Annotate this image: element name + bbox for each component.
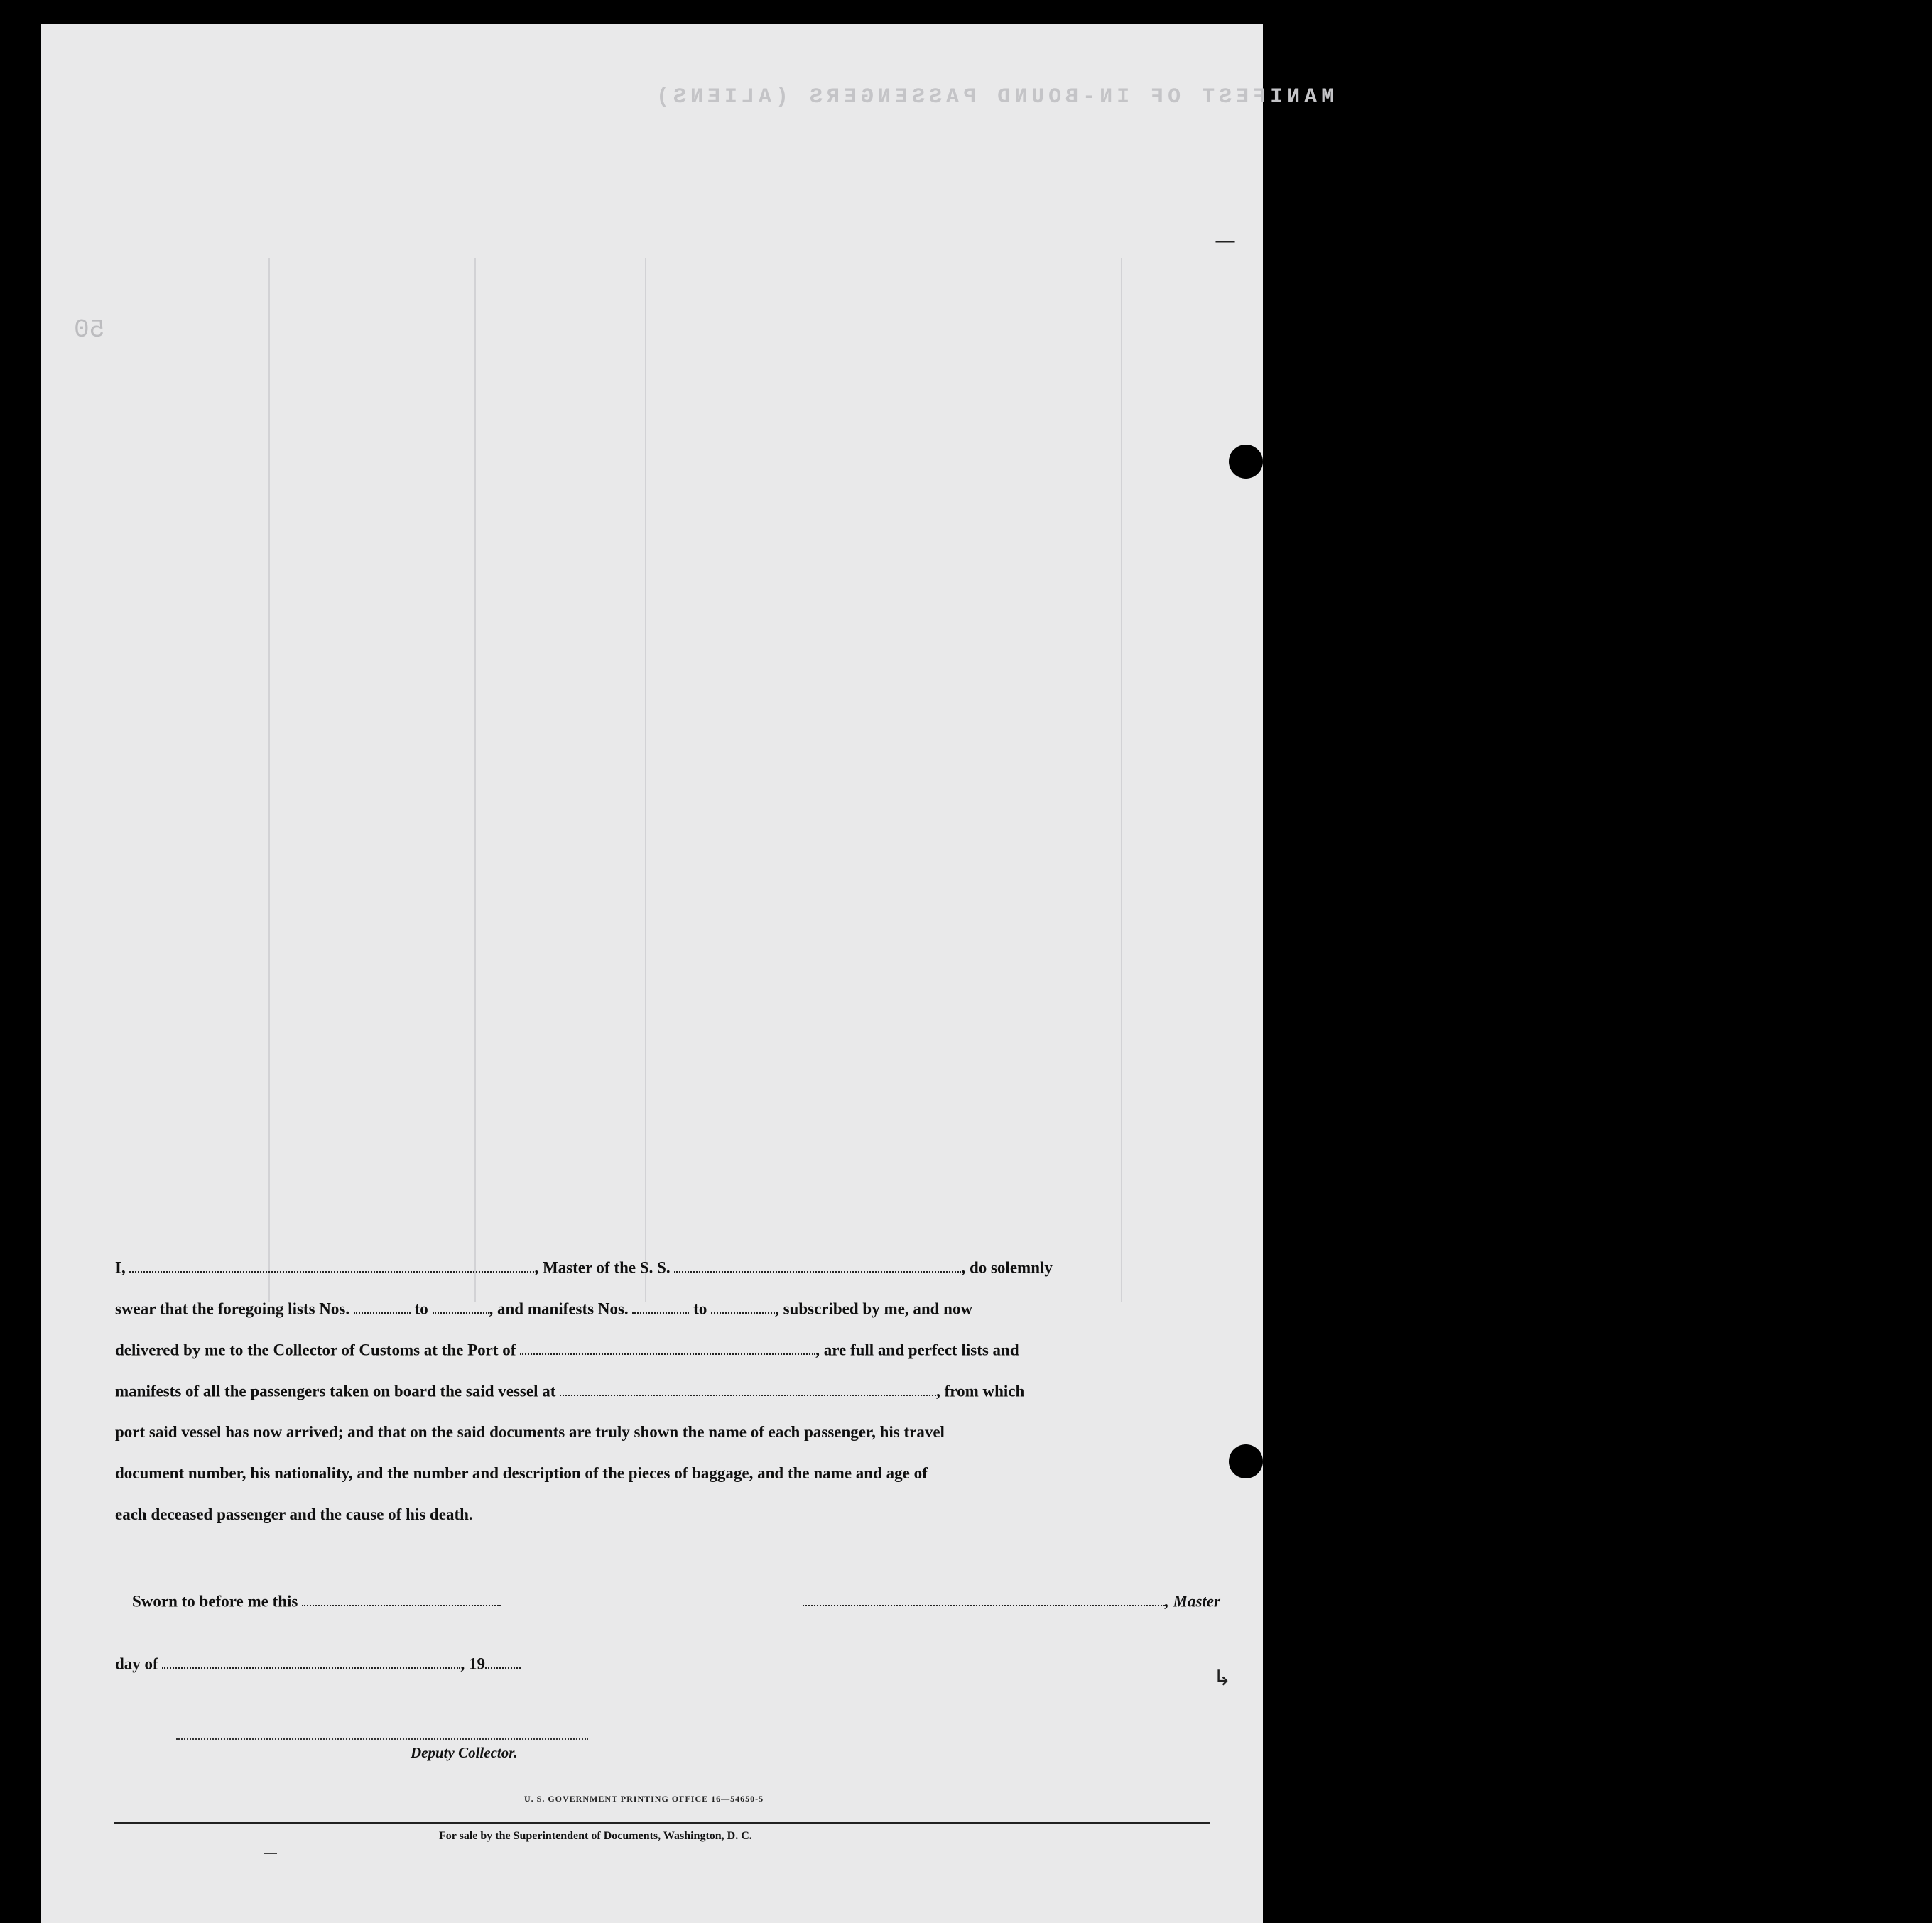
bleed-column-rule (645, 258, 646, 1302)
ship-name-field[interactable] (674, 1258, 961, 1273)
oath-text: swear that the foregoing lists Nos. (115, 1300, 350, 1318)
oath-line: document number, his nationality, and the number and description of the pieces of baggage, and the name and age of (115, 1464, 928, 1482)
bleed-through-title: MANIFEST OF IN-BOUND PASSENGERS (ALIENS) (652, 85, 1335, 109)
oath-line: port said vessel has now arrived; and that on the said documents are truly shown the name of each passenger, his travel (115, 1423, 945, 1441)
month-field[interactable] (162, 1655, 460, 1669)
manifests-from-field[interactable] (632, 1300, 689, 1314)
oath-text: , are full and perfect lists and (815, 1341, 1019, 1359)
oath-text: delivered by me to the Collector of Customs at the Port of (115, 1341, 516, 1359)
bleed-column-rule (268, 258, 270, 1302)
departure-port-field[interactable] (560, 1382, 936, 1396)
master-signature-field[interactable] (803, 1592, 1165, 1606)
ink-mark: — (1215, 229, 1236, 254)
oath-text: manifests of all the passengers taken on board the said vessel at (115, 1382, 556, 1400)
oath-line (115, 1300, 1244, 1318)
year-field[interactable] (485, 1655, 521, 1669)
sworn-date-field[interactable] (302, 1592, 501, 1606)
oath-text: , subscribed by me, and now (775, 1300, 973, 1318)
sworn-label: Sworn to before me this (132, 1592, 298, 1611)
master-signature-line (803, 1592, 1932, 1611)
oath-line (115, 1258, 1244, 1277)
oath-line (115, 1382, 1244, 1400)
footer-rule (114, 1822, 1210, 1824)
bleed-through-page-number: 50 (74, 315, 105, 344)
lists-to-field[interactable] (433, 1300, 489, 1314)
oath-text: to (414, 1300, 428, 1318)
oath-text: , and manifests Nos. (489, 1300, 629, 1318)
printing-office-imprint: U. S. GOVERNMENT PRINTING OFFICE 16—54650-5 (524, 1794, 764, 1804)
oath-line (115, 1341, 1244, 1359)
oath-line: each deceased passenger and the cause of his death. (115, 1505, 473, 1523)
lists-from-field[interactable] (354, 1300, 411, 1314)
ink-mark: ↳ (1213, 1666, 1232, 1691)
oath-text: , from which (936, 1382, 1025, 1400)
port-field[interactable] (520, 1341, 815, 1355)
day-of-label: day of (115, 1655, 158, 1673)
bleed-column-rule (1121, 258, 1122, 1302)
year-label: , 19 (460, 1655, 485, 1673)
stray-mark (264, 1853, 277, 1854)
master-name-field[interactable] (129, 1258, 534, 1273)
manifests-to-field[interactable] (711, 1300, 775, 1314)
oath-text: to (693, 1300, 707, 1318)
day-of-line (115, 1655, 1244, 1673)
oath-text: , do solemnly (961, 1258, 1053, 1277)
master-label: , Master (1165, 1592, 1220, 1611)
oath-text: , Master of the S. S. (534, 1258, 671, 1277)
deputy-collector-label: Deputy Collector. (411, 1744, 518, 1761)
manifest-page (41, 24, 1335, 1923)
deputy-signature-field[interactable] (176, 1738, 588, 1740)
oath-text: I, (115, 1258, 126, 1277)
sale-notice: For sale by the Superintendent of Documents, Washington, D. C. (439, 1830, 752, 1842)
bleed-column-rule (474, 258, 476, 1302)
punch-hole (1229, 445, 1263, 479)
